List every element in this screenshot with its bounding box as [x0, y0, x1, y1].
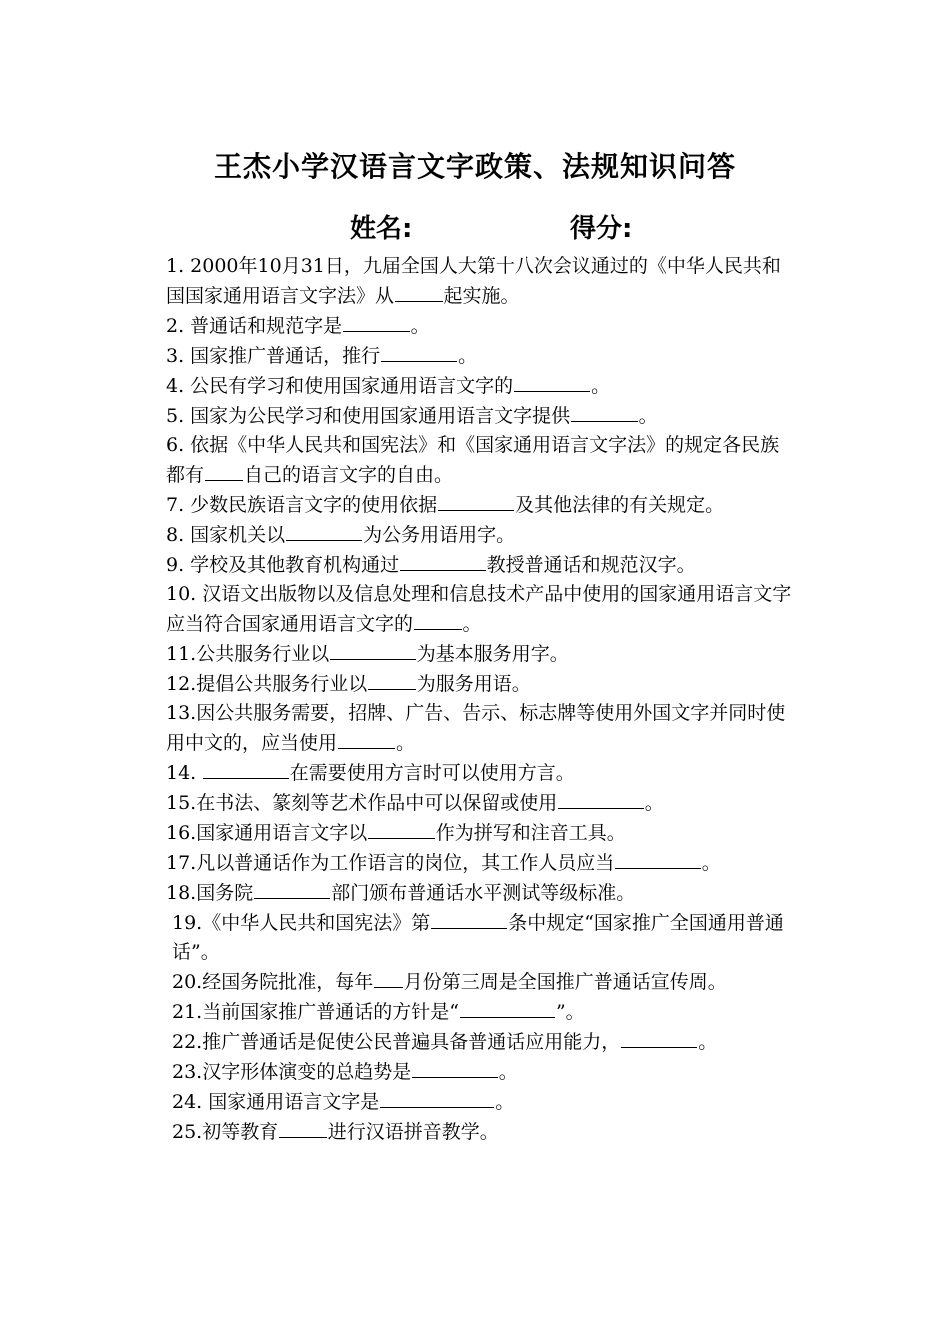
- question-text-end: 为基本服务用字。: [416, 643, 569, 665]
- question-item: [166, 669, 796, 699]
- question-item: [166, 401, 796, 431]
- answer-blank[interactable]: [412, 1057, 498, 1078]
- answer-blank[interactable]: [286, 520, 362, 541]
- question-item: [166, 371, 796, 401]
- question-text: 9. 学校及其他教育机构通过: [166, 554, 400, 576]
- question-item: [166, 520, 796, 550]
- question-item: [166, 699, 796, 758]
- question-text-end: 部门颁布普通话水平测试等级标准。: [331, 882, 636, 904]
- answer-blank[interactable]: [438, 490, 514, 511]
- answer-blank[interactable]: [343, 311, 410, 332]
- question-text-end: ”。: [555, 1001, 585, 1023]
- question-text: 5. 国家为公民学习和使用国家通用语言文字提供: [166, 405, 571, 427]
- question-text: 19.《中华人民共和国宪法》第: [172, 912, 431, 934]
- answer-blank[interactable]: [368, 669, 416, 690]
- question-text-end: 为服务用语。: [416, 673, 531, 695]
- question-text: 22.推广普通话是促使公民普遍具备普通话应用能力，: [172, 1031, 621, 1053]
- question-text-end: 教授普通话和规范汉字。: [486, 554, 696, 576]
- answer-blank[interactable]: [558, 788, 644, 809]
- question-item: [166, 431, 796, 490]
- question-text-end: 及其他法律的有关规定。: [515, 494, 725, 516]
- question-text: 23.汉字形体演变的总趋势是: [172, 1061, 412, 1083]
- question-item: [166, 997, 796, 1027]
- page-title: 王杰小学汉语言文字政策、法规知识问答: [213, 150, 736, 183]
- answer-blank[interactable]: [431, 908, 507, 929]
- answer-blank[interactable]: [414, 609, 462, 630]
- question-item: [166, 788, 796, 818]
- question-item: [166, 639, 796, 669]
- question-item: [166, 252, 796, 311]
- question-text: 13.因公共服务需要，招牌、广告、告示、标志牌等使用外国文字并同时使用中文的，应当使用: [166, 702, 786, 754]
- question-text: 18.国务院: [166, 882, 254, 904]
- question-text-end: 。: [698, 1031, 718, 1053]
- question-item: [166, 967, 796, 997]
- question-text-end: 。: [638, 405, 658, 427]
- question-item: [166, 341, 796, 371]
- question-text-end: 在需要使用方言时可以使用方言。: [289, 762, 575, 784]
- answer-blank[interactable]: [338, 728, 395, 749]
- answer-blank[interactable]: [205, 460, 243, 481]
- question-text: 24. 国家通用语言文字是: [172, 1091, 380, 1113]
- question-text: 15.在书法、篆刻等艺术作品中可以保留或使用: [166, 792, 558, 814]
- answer-blank[interactable]: [621, 1027, 697, 1048]
- question-text: 16.国家通用语言文字以: [166, 822, 368, 844]
- question-item: [166, 550, 796, 580]
- answer-blank[interactable]: [374, 967, 403, 988]
- question-text: 17.凡以普通话作为工作语言的岗位，其工作人员应当: [166, 852, 615, 874]
- question-text: 6. 依据《中华人民共和国宪法》和《国家通用语言文字法》的规定各民族都有: [166, 434, 780, 486]
- answer-blank[interactable]: [203, 758, 289, 779]
- answer-blank[interactable]: [514, 371, 590, 392]
- question-text: 2. 普通话和规范字是: [166, 315, 343, 337]
- question-text-end: 为公务用语用字。: [363, 524, 516, 546]
- question-item: [166, 580, 796, 639]
- question-item: [166, 908, 796, 967]
- question-text: 12.提倡公共服务行业以: [166, 673, 368, 695]
- answer-blank[interactable]: [400, 550, 486, 571]
- question-text-end: 。: [644, 792, 664, 814]
- question-item: [166, 490, 796, 520]
- question-item: [166, 848, 796, 878]
- question-list: [166, 252, 796, 1147]
- question-text-end: 。: [495, 1091, 515, 1113]
- question-item: [166, 878, 796, 908]
- question-text-end: 。: [410, 315, 430, 337]
- question-item: [166, 311, 796, 341]
- question-text: 20.经国务院批准，每年: [172, 971, 374, 993]
- question-text: 14.: [166, 762, 203, 784]
- question-text-end: 自己的语言文字的自由。: [244, 464, 454, 486]
- question-text: 7. 少数民族语言文字的使用依据: [166, 494, 438, 516]
- question-text-end: 。: [701, 852, 721, 874]
- question-text: 25.初等教育: [172, 1121, 279, 1143]
- answer-blank[interactable]: [615, 848, 701, 869]
- answer-blank[interactable]: [380, 1087, 494, 1108]
- question-text-end: 条中规定“国家推广全国通用普通话”。: [172, 912, 784, 963]
- question-text: 10. 汉语文出版物以及信息处理和信息技术产品中使用的国家通用语言文字应当符合国家通用语言文字的: [166, 583, 792, 635]
- answer-blank[interactable]: [395, 281, 443, 302]
- question-text: 1. 2000年10月31日，九届全国人大第十八次会议通过的《中华人民共和国国家通用语言文字法》从: [166, 255, 781, 307]
- question-text-end: 。: [458, 345, 478, 367]
- question-text: 8. 国家机关以: [166, 524, 286, 546]
- question-item: [166, 818, 796, 848]
- question-text: 11.公共服务行业以: [166, 643, 330, 665]
- question-text-end: 。: [498, 1061, 518, 1083]
- question-item: [166, 1027, 796, 1057]
- question-text-end: 月份第三周是全国推广普通话宣传周。: [403, 971, 727, 993]
- question-text-end: 。: [396, 732, 416, 754]
- answer-blank[interactable]: [330, 639, 416, 660]
- question-text-end: 进行汉语拼音教学。: [327, 1121, 499, 1143]
- answer-blank[interactable]: [571, 401, 638, 422]
- question-item: [166, 1087, 796, 1117]
- answer-blank[interactable]: [381, 341, 457, 362]
- question-text: 4. 公民有学习和使用国家通用语言文字的: [166, 375, 514, 397]
- question-text-end: 。: [591, 375, 611, 397]
- question-item: [166, 758, 796, 788]
- question-text-end: 起实施。: [443, 285, 520, 307]
- question-text-end: 作为拼写和注音工具。: [435, 822, 626, 844]
- score-label: 得分:: [570, 214, 633, 244]
- question-text-end: 。: [462, 613, 482, 635]
- answer-blank[interactable]: [279, 1117, 327, 1138]
- question-text: 21.当前国家推广普通话的方针是“: [172, 1001, 459, 1023]
- question-item: [166, 1057, 796, 1087]
- question-item: [166, 1117, 796, 1147]
- question-text: 3. 国家推广普通话，推行: [166, 345, 381, 367]
- answer-blank[interactable]: [368, 818, 435, 839]
- answer-blank[interactable]: [460, 997, 555, 1018]
- name-label: 姓名:: [350, 214, 413, 244]
- answer-blank[interactable]: [254, 878, 330, 899]
